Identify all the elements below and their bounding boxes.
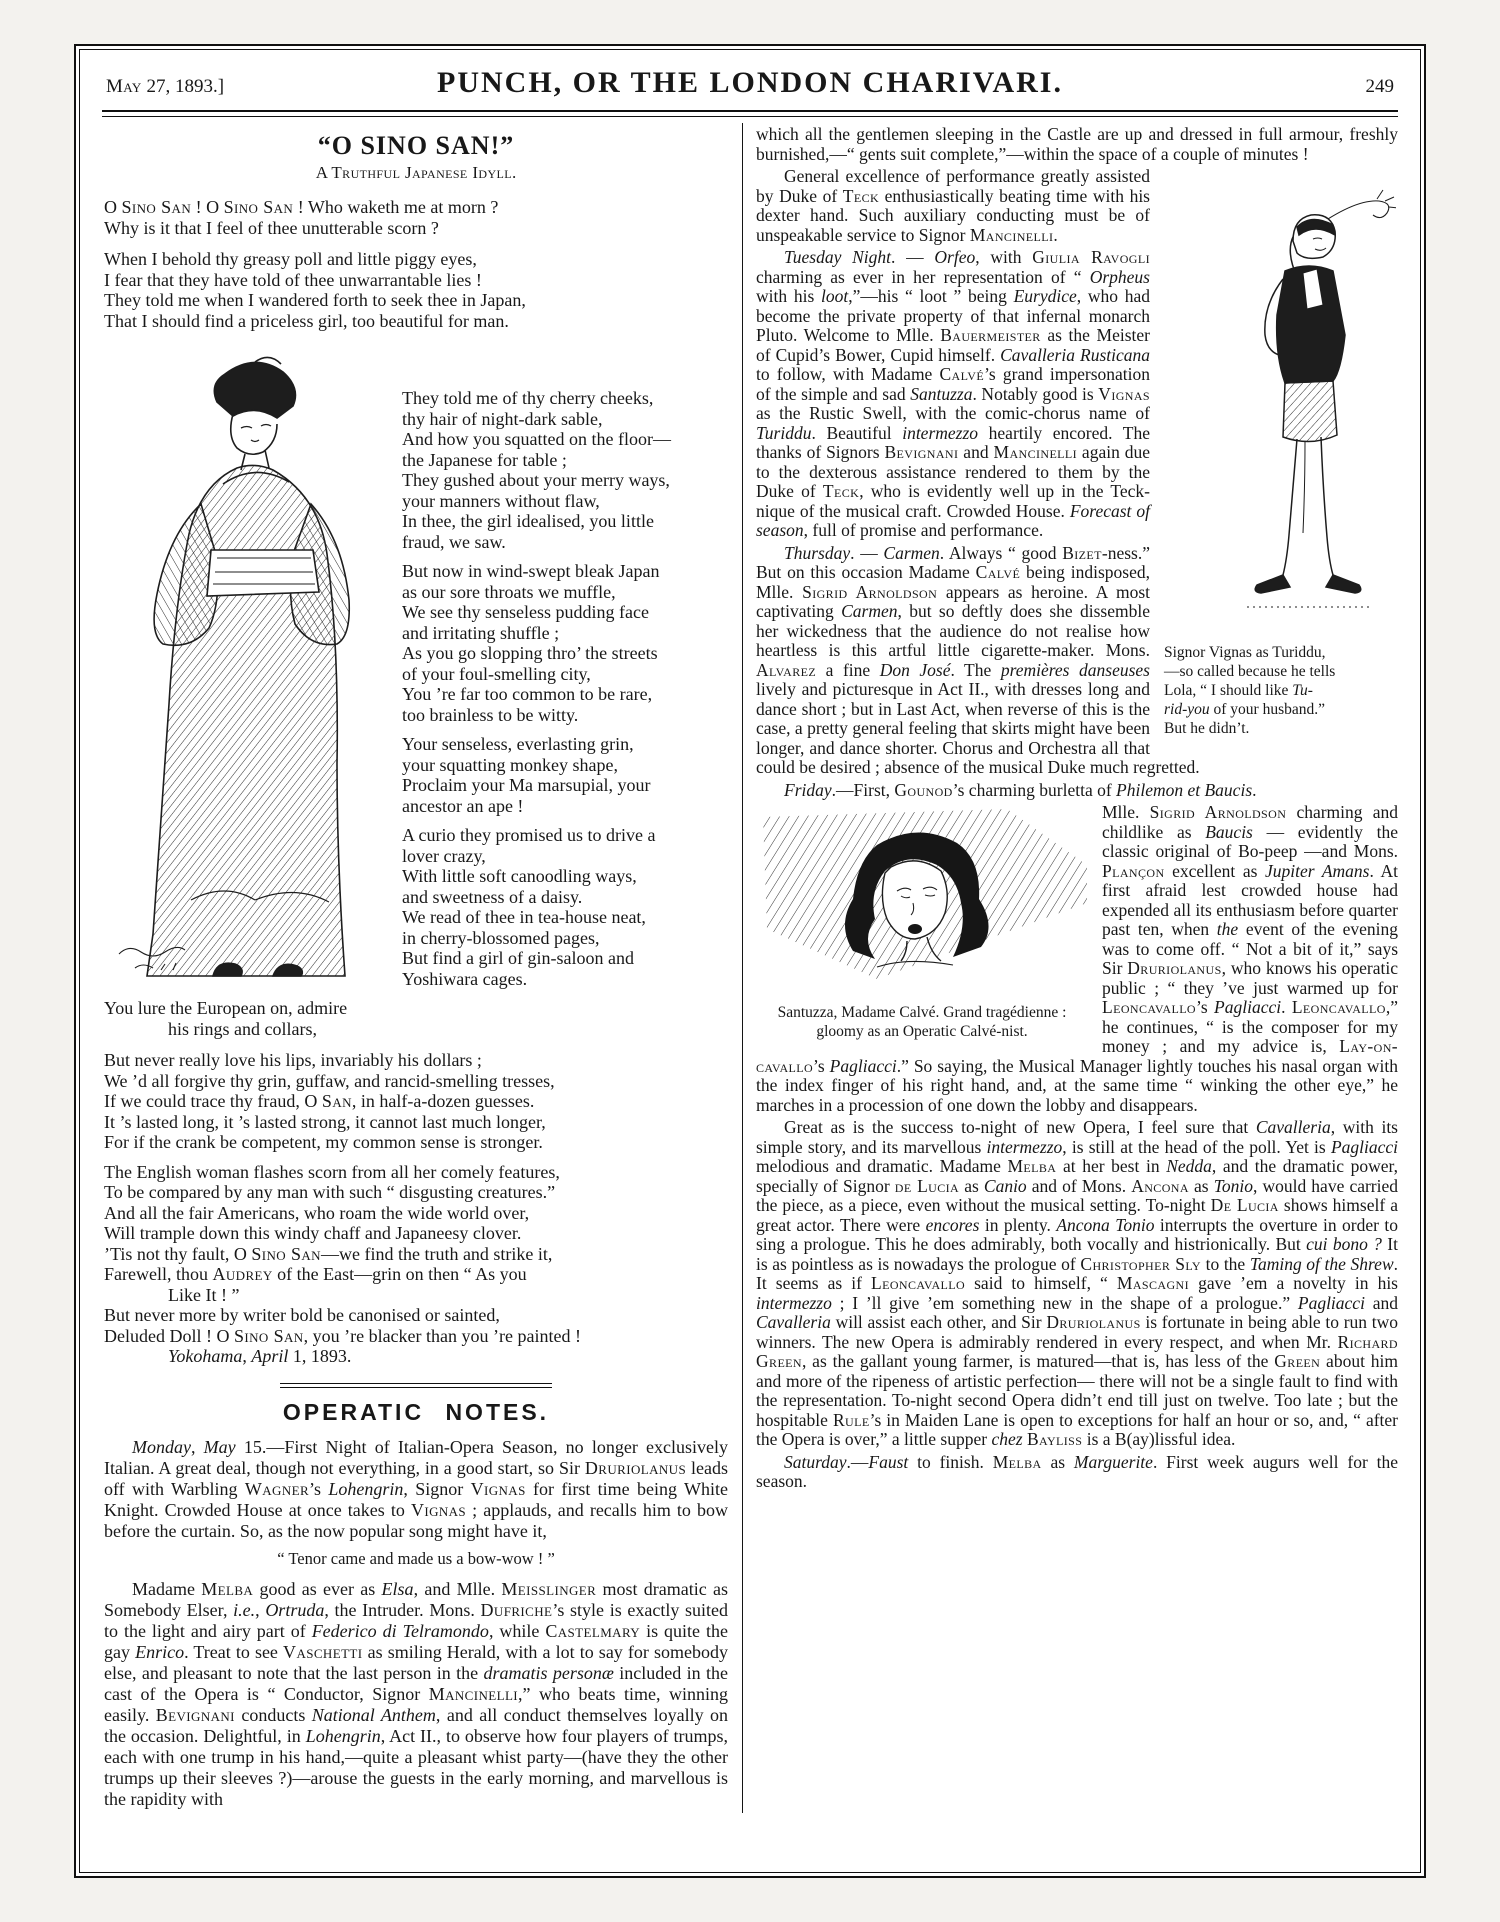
poem-stanza-2: When I behold thy greasy poll and little piggy eyes, I fear that they have told of thee unwarrantable lies ! They told me when I wandered forth to seek thee in Japan, That I should find a priceless girl, too beautiful for man. <box>104 249 526 331</box>
poem-subtitle: A Truthful Japanese Idyll. <box>315 163 517 182</box>
santuzza-caption: Santuzza, Madame Calvé. Grand tragédienne : gloomy as an Operatic Calvé-nist. <box>777 1004 1067 1040</box>
friday-lead-paragraph: Friday.—First, Gounod’s charming burletta of Philemon et Baucis. <box>784 779 1257 800</box>
castle-paragraph: which all the gentlemen sleeping in the Castle are up and dressed in full armour, freshly burnished,—“ gents suit complete,”—within the space of a couple of minutes ! <box>756 124 1398 164</box>
operatic-notes-heading: OPERATIC NOTES. <box>282 1398 550 1425</box>
operatic-para-monday: Monday, May 15.—First Night of Italian-Opera Season, no longer exclusively Italian. A great deal, though not everything, in a good start, so Sir Druriolanus leads off with Warbling Wagner’s Lohengrin, Signor Vignas for first time being White Knight. Crowded House at once takes to Vignas ; applauds, and recalls him to bow before the curtain. So, as the now popular song might have it, <box>104 1436 729 1541</box>
tuesday-paragraph: Tuesday Night. — Orfeo, with Giulia Ravogli charming as ever in her representation of “ Orpheus with his loot,”—his “ loot ” being Eurydice, who had become the private property of that infernal monarch Pluto. Welcome to Mlle. Bauermeister as the Meister of Cupid’s Bower, Cupid himself. Cavalleria Rusticana to follow, with Madame Calvé’s grand impersonation of the simple and sad Santuzza. Notably good is Vignas as the Rustic Swell, with the comic-chorus name of Turiddu. Beautiful intermezzo heartily encored. The thanks of Signors Bevignani and Mancinelli again due to the dexterous assistance rendered to them by the Duke of Teck, who is evidently well up in the Teck-nique of the musical craft. Crowded House. Forecast of season, full of promise and performance. <box>756 247 1151 540</box>
page <box>74 44 1426 1878</box>
operatic-para-melba: Madame Melba good as ever as Elsa, and Mlle. Meisslinger most dramatic as Somebody Elser, i.e., Ortruda, the Intruder. Mons. Dufriche’s style is exactly suited to the light and airy part of Federico di Telramondo, while Castelmary is quite the gay Enrico. Treat to see Vaschetti as smiling Herald, with a lot to say for somebody else, and pleasant to note that the last person in the dramatis personæ included in the cast of the Opera is “ Conductor, Signor Mancinelli,” who beats time, winning easily. Bevignani conducts National Anthem, and all conduct themselves loyally on the occasion. Delightful, in Lohengrin, Act II., to observe how four players of trumps, each with one trump in his hand,—quite a pleasant whist party—(have they the other trumps up their sleeves ?)—arouse the guests in the early morning, and marvellous is the rapidity with <box>104 1578 729 1809</box>
friday-paragraph: Mlle. Sigrid Arnoldson charming and childlike as Baucis — evidently the classic original of Bo-peep —and Mons. Plançon excellent as Jupiter Amans. At first afraid lest crowded house had expended all its enthusiasm before quarter past ten, when the event of the evening was to come off. “ Not a bit of it,” says Sir Druriolanus, who knows his operatic public ; “ they ’ve just warmed up for Leoncavallo’s Pagliacci. Leoncavallo,” he continues, “ is the composer for my money ; and my advice is, Lay-on-cavallo’s Pagliacci.” So saying, the Musical Manager lightly touches his nasal organ with the index finger of his right hand, and, at the same time “ winking the other eye,” he marches in a procession of one down the lobby and disappears. <box>756 803 1398 1115</box>
santuzza-illustration <box>756 807 1088 997</box>
section-divider <box>280 1383 552 1388</box>
poem-tail-stanzas: But never really love his lips, invariably his dollars ; We ’d all forgive thy grin, guffaw, and rancid-smelling tresses, If we could trace thy fraud, O San, in half-a-dozen guesses. It ’s lasted long, it ’s lasted strong, it cannot last much longer, For if the crank be competent, my common sense is stronger. The English woman flashes scorn from all her comely features, To be compared by any man with such “ disgusting creatures.” And all the fair Americans, who roam the wide world over, Will trample down this windy chaff and Japaneesy clover. ’Tis not thy fault, O Sino San—we find the truth and strike it, Farewell, thou Audrey of the East—grin on then “ As you Like It ! ” But never more by writer bold be canonised or sainted, Deluded Doll ! O Sino San, you ’re blacker than you ’re painted ! Yokohama, April 1, 1893. <box>104 1050 581 1366</box>
thursday-paragraph: Thursday. — Carmen. Always “ good Bizet-ness.” But on this occasion Madame Calvé being indisposed, Mlle. Sigrid Arnoldson appears as heroine. A most captivating Carmen, but so deftly does she dissemble her wickedness that the audience do not realise how heartless is this artful little cigarette-maker. Mons. Alvarez a fine Don José. The premières danseuses lively and picturesque in Act II., with dresses long and dance short ; but in Last Act, when reverse of this is the case, a pretty general feeling that skirts might have been longer, and dance shorter. Chorus and Orchestra all that could be desired ; absence of the musical Duke much regretted. <box>756 542 1200 777</box>
content-columns <box>100 117 1400 1813</box>
song-quote: “ Tenor came and made us a bow-wow ! ” <box>277 1548 555 1568</box>
santuzza-figure <box>756 807 1088 1041</box>
publication-title: PUNCH, OR THE LONDON CHARIVARI. <box>437 66 1063 99</box>
poem-stanza-1: O Sino San ! O Sino San ! Who waketh me at morn ? Why is it that I feel of thee unutterable scorn ? <box>104 197 499 238</box>
right-column <box>743 123 1400 1813</box>
page-number: 249 <box>1365 76 1394 97</box>
geisha-illustration <box>104 344 396 994</box>
header-rule <box>102 110 1398 117</box>
poem-title: “O SINO SAN!” <box>317 131 515 160</box>
issue-date: May 27, 1893.] <box>106 76 225 97</box>
poem-beside-stanzas: They told me of thy cherry cheeks, thy hair of night-dark sable, And how you squatted on the floor— the Japanese for table ; They gushed about your merry ways, your manners without flaw, In thee, the girl idealised, you little fraud, we saw. But now in wind-swept bleak Japan as our sore throats we muffle, We see thy senseless pudding face and irritating shuffle ; As you go slopping thro’ the streets of your foul-smelling city, You ’re far too common to be rare, too brainless to be witty. Your senseless, everlasting grin, your squatting monkey shape, Proclaim your Ma marsupial, your ancestor an ape ! A curio they promised us to drive a lover crazy, With little soft canoodling ways, and sweetness of a daisy. We read of thee in tea-house neat, in cherry-blossomed pages, But find a girl of gin-saloon and Yoshiwara cages. You lure the European on, admire his rings and collars, <box>104 388 671 1039</box>
vignas-illustration <box>1164 177 1396 637</box>
vignas-flow <box>756 167 1398 781</box>
santuzza-flow <box>756 803 1398 1118</box>
great-success-paragraph: Great as is the success to-night of new Opera, I feel sure that Cavalleria, with its simple story, and its marvellous intermezzo, is still at the head of the poll. Yet is Pagliacci melodious and dramatic. Madame Melba at her best in Nedda, and the dramatic power, specially of Signor de Lucia as Canio and of Mons. Ancona as Tonio, would have carried the piece, as a piece, even without the musical setting. To-night De Lucia shows himself a great actor. There were encores in plenty. Ancona Tonio interrupts the overture in order to sing a prologue. This he does admirably, both vocally and histrionically. But cui bono ? It is as pointless as is nowadays the prologue of Christopher Sly to the Taming of the Shrew. It seems as if Leoncavallo said to himself, “ Mascagni gave ’em a novelty in his intermezzo ; I ’ll give ’em something new in the shape of a prologue.” Pagliacci and Cavalleria will assist each other, and Sir Druriolanus is fortunate in being able to run two winners. The new Opera is admirably rendered in every respect, and when Mr. Richard Green, as the gallant young farmer, is matured—that is, has less of the Green about him and more of the ripeness of artistic perfection— there will not be a single fault to find with the representation. To-night second Opera didn’t end till just on twelve. Too late ; but the hospitable Rule’s in Maiden Lane is open to exceptions for half an hour or so, and, “ after the Opera is over,” a little supper chez Bayliss is a B(ay)lissful idea. <box>756 1117 1399 1449</box>
saturday-paragraph: Saturday.—Faust to finish. Melba as Marguerite. First week augurs well for the season. <box>756 1451 1398 1491</box>
vignas-caption: Signor Vignas as Turiddu, —so called because he tells Lola, “ I should like Tu- rid-you of your husband.” But he didn’t. <box>1164 644 1336 737</box>
general-paragraph: General excellence of performance greatly assisted by Duke of Teck enthusiastically beating time with his dexter hand. Such auxiliary conducting must be of unspeakable service to Signor Mancinelli. <box>756 167 1150 245</box>
left-column <box>100 123 742 1813</box>
geisha-drawing <box>104 344 396 994</box>
poem-flow <box>104 342 728 1050</box>
vignas-figure <box>1164 177 1396 738</box>
masthead <box>100 46 1400 108</box>
